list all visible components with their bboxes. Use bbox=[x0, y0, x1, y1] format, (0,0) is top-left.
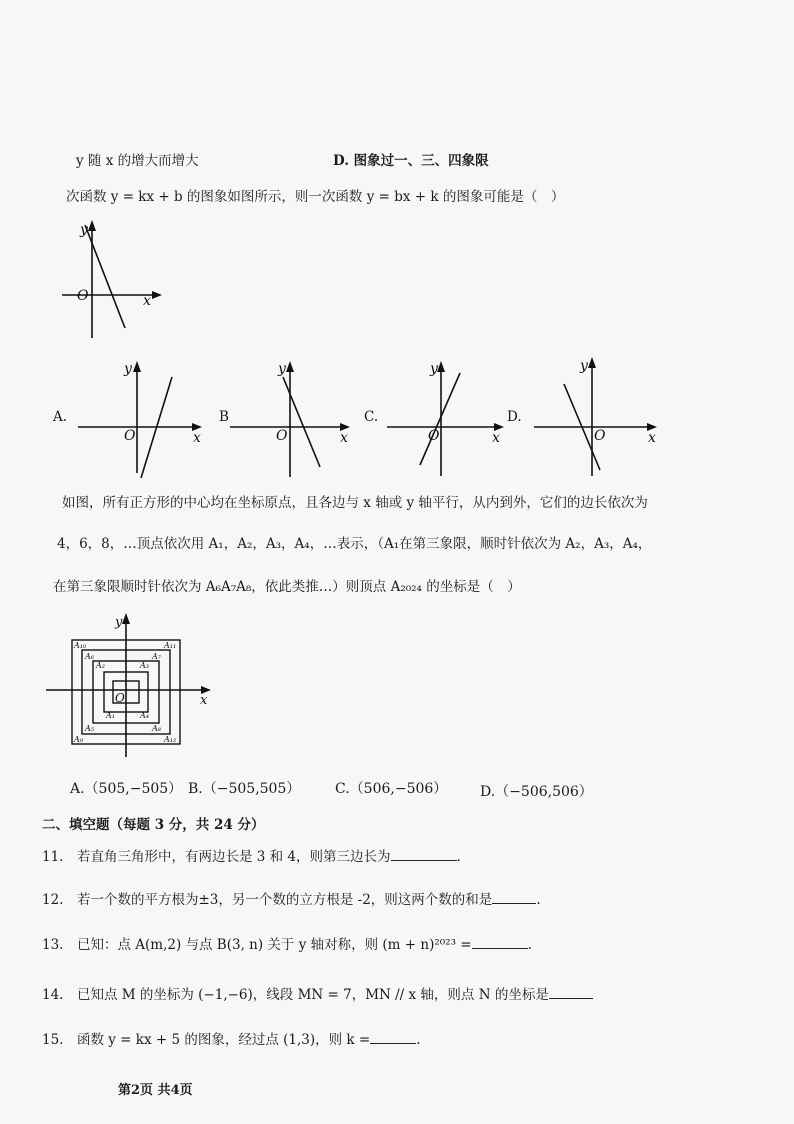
fill-q11 bbox=[42, 846, 461, 866]
fill-q12-text: 12. 若一个数的平方根为±3，另一个数的立方根是 -2，则这两个数的和是 bbox=[42, 892, 493, 908]
q9-option-c: y 随 x 的增大而增大 bbox=[76, 153, 199, 169]
sq-label-a2: A₂ bbox=[96, 661, 105, 670]
q-squares-option-a: A.（505,−505） bbox=[70, 781, 183, 797]
fill-q14 bbox=[42, 984, 593, 1004]
sq-label-a1: A₁ bbox=[106, 711, 115, 720]
fill-q14-text: 14. 已知点 M 的坐标为 (−1,−6)，线段 MN = 7，MN // x 轴，则点 N 的坐标是 bbox=[42, 987, 549, 1003]
opt-c-o: O bbox=[428, 428, 440, 444]
sq-label-a3: A₃ bbox=[140, 661, 149, 670]
fill-q12 bbox=[42, 889, 541, 909]
opt-d-o: O bbox=[594, 428, 606, 444]
q-squares-line1: 如图，所有正方形的中心均在坐标原点，且各边与 x 轴或 y 轴平行，从内到外，它们的边长依次为 bbox=[62, 495, 648, 511]
fill-q15-tail: . bbox=[416, 1032, 421, 1048]
opt-a-x: x bbox=[193, 430, 201, 446]
sq-label-a9: A₉ bbox=[74, 735, 83, 744]
fill-q13-text: 13. 已知：点 A(m,2) 与点 B(3, n) 关于 y 轴对称，则 (m + n)²⁰²³ = bbox=[42, 937, 472, 953]
q9-option-d: D. 图象过一、三、四象限 bbox=[333, 153, 489, 169]
opt-b-o: O bbox=[276, 428, 288, 444]
sq-label-a8: A₈ bbox=[152, 724, 161, 733]
q10-stem: 次函数 y = kx + b 的图象如图所示，则一次函数 y = bx + k 的图象可能是（ ） bbox=[66, 189, 565, 205]
fill-q15-text: 15. 函数 y = kx + 5 的图象，经过点 (1,3)，则 k = bbox=[42, 1032, 371, 1048]
sq-label-a7: A₇ bbox=[152, 652, 161, 661]
fill-q12-blank[interactable] bbox=[492, 889, 536, 904]
q10-option-a-label: A. bbox=[53, 409, 68, 425]
fill-q13-tail: . bbox=[527, 937, 532, 953]
fill-q11-blank[interactable] bbox=[391, 846, 457, 861]
fill-q13 bbox=[42, 934, 532, 954]
q-squares-line3: 在第三象限顺时针依次为 A₆A₇A₈，依此类推…）则顶点 A₂₀₂₄ 的坐标是（ ） bbox=[53, 579, 521, 595]
fill-q13-blank[interactable] bbox=[472, 934, 528, 949]
sq-y: y bbox=[115, 615, 123, 630]
opt-c-x: x bbox=[492, 430, 500, 446]
sq-label-a10: A₁₀ bbox=[74, 641, 87, 650]
opt-d-y: y bbox=[580, 358, 588, 374]
q10-option-b-label: B bbox=[219, 409, 229, 425]
sq-label-a4: A₄ bbox=[140, 711, 149, 720]
q-squares-option-d: D.（−506,506） bbox=[480, 784, 593, 800]
opt-b-y: y bbox=[278, 361, 286, 377]
sq-x: x bbox=[200, 693, 208, 708]
sq-label-a12: A₁₂ bbox=[164, 735, 177, 744]
page-footer: 第2页 共4页 bbox=[118, 1083, 193, 1098]
fill-q11-tail: . bbox=[456, 849, 461, 865]
fill-q15 bbox=[42, 1029, 421, 1049]
q-squares-option-c: C.（506,−506） bbox=[335, 781, 448, 797]
fill-q11-text: 11. 若直角三角形中，有两边长是 3 和 4，则第三边长为 bbox=[42, 849, 391, 865]
ref-origin-label: O bbox=[77, 288, 89, 304]
opt-c-y: y bbox=[430, 361, 438, 377]
ref-y-label: y bbox=[80, 222, 88, 238]
ref-x-label: x bbox=[143, 293, 151, 309]
opt-d-x: x bbox=[648, 430, 656, 446]
opt-b-x: x bbox=[340, 430, 348, 446]
sq-label-a6: A₆ bbox=[85, 652, 94, 661]
section2-heading: 二、填空题（每题 3 分，共 24 分） bbox=[42, 817, 265, 833]
fill-q15-blank[interactable] bbox=[370, 1029, 416, 1044]
sq-o: O bbox=[115, 691, 125, 705]
opt-a-o: O bbox=[124, 428, 136, 444]
opt-a-y: y bbox=[124, 361, 132, 377]
fill-q14-blank[interactable] bbox=[549, 984, 593, 999]
sq-label-a11: A₁₁ bbox=[164, 641, 177, 650]
fill-q12-tail: . bbox=[536, 892, 541, 908]
q-squares-line2: 4，6，8，…顶点依次用 A₁，A₂，A₃，A₄，…表示，（A₁在第三象限，顺时针依次为 A₂，A₃，A₄， bbox=[57, 536, 652, 552]
q-squares-option-b: B.（−505,505） bbox=[188, 781, 301, 797]
q10-option-d-label: D. bbox=[507, 409, 522, 425]
sq-label-a5: A₅ bbox=[85, 724, 94, 733]
q10-option-c-label: C. bbox=[364, 409, 379, 425]
